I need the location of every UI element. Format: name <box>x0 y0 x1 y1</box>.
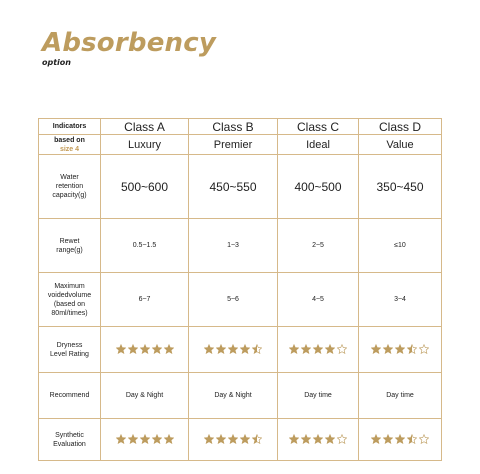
star-full-icon <box>383 344 393 354</box>
star-full-icon <box>325 344 335 354</box>
star-full-icon <box>289 344 299 354</box>
class-c-tier: Ideal <box>278 135 359 155</box>
class-c-rewet: 2~5 <box>278 219 359 273</box>
water-row <box>39 155 442 219</box>
class-a-recommend: Day & Night <box>101 373 189 419</box>
class-c-synthetic <box>278 419 359 461</box>
rewet-label-line2: range(g) <box>56 246 83 254</box>
star-half-icon <box>252 344 262 354</box>
dryness-label <box>39 327 101 373</box>
synthetic-row <box>39 419 442 461</box>
star-rating <box>204 344 262 354</box>
star-full-icon <box>313 434 323 444</box>
star-rating <box>116 434 174 444</box>
class-d-recommend: Day time <box>359 373 442 419</box>
based-on-label <box>39 135 101 155</box>
star-half-icon <box>407 434 417 444</box>
class-d-voided: 3~4 <box>359 273 442 327</box>
star-full-icon <box>289 434 299 444</box>
star-full-icon <box>371 344 381 354</box>
class-b-dryness <box>189 327 278 373</box>
rewet-row <box>39 219 442 273</box>
class-d-dryness <box>359 327 442 373</box>
page-subtitle: option <box>42 58 71 67</box>
class-b-recommend: Day & Night <box>189 373 278 419</box>
class-a-voided: 6~7 <box>101 273 189 327</box>
star-full-icon <box>313 344 323 354</box>
class-b-tier: Premier <box>189 135 278 155</box>
class-c-voided: 4~5 <box>278 273 359 327</box>
class-d-synthetic <box>359 419 442 461</box>
rewet-label-line1: Rewet <box>59 237 80 245</box>
tier-row <box>39 135 442 155</box>
star-full-icon <box>301 344 311 354</box>
class-a-rewet: 0.5~1.5 <box>101 219 189 273</box>
water-label-line1: Water <box>60 174 79 181</box>
class-a-water: 500~600 <box>101 155 189 219</box>
star-full-icon <box>216 434 226 444</box>
class-a-dryness <box>101 327 189 373</box>
indicators-header: Indicators <box>39 119 101 135</box>
class-c-header: Class C <box>278 119 359 135</box>
star-rating <box>371 344 429 354</box>
voided-label-line3: (based on <box>53 300 86 308</box>
synthetic-label-line1: Synthetic <box>55 431 84 439</box>
star-full-icon <box>240 344 250 354</box>
star-full-icon <box>216 344 226 354</box>
class-a-synthetic <box>101 419 189 461</box>
dryness-row <box>39 327 442 373</box>
star-empty-icon <box>337 434 347 444</box>
voided-row <box>39 273 442 327</box>
class-a-header: Class A <box>101 119 189 135</box>
star-empty-icon <box>337 344 347 354</box>
star-full-icon <box>228 344 238 354</box>
header-row <box>39 119 442 135</box>
star-full-icon <box>240 434 250 444</box>
voided-label-line4: 80ml/times) <box>51 309 88 317</box>
water-label-line3: capacity(g) <box>52 192 87 199</box>
absorbency-table <box>38 118 442 461</box>
class-d-rewet: ≤10 <box>359 219 442 273</box>
star-full-icon <box>140 434 150 444</box>
water-label-line2: retention <box>55 183 84 190</box>
star-full-icon <box>395 434 405 444</box>
star-rating <box>116 344 174 354</box>
star-full-icon <box>228 434 238 444</box>
star-rating <box>371 434 429 444</box>
voided-label-line2: voidedvolume <box>47 291 92 299</box>
class-b-voided: 5~6 <box>189 273 278 327</box>
class-c-recommend: Day time <box>278 373 359 419</box>
star-full-icon <box>140 344 150 354</box>
star-empty-icon <box>419 434 429 444</box>
class-d-water: 350~450 <box>359 155 442 219</box>
class-d-header: Class D <box>359 119 442 135</box>
star-full-icon <box>128 344 138 354</box>
star-half-icon <box>252 434 262 444</box>
class-a-tier: Luxury <box>101 135 189 155</box>
class-b-synthetic <box>189 419 278 461</box>
based-on-size: size 4 <box>59 145 80 153</box>
class-d-tier: Value <box>359 135 442 155</box>
synthetic-label <box>39 419 101 461</box>
star-full-icon <box>152 434 162 444</box>
star-rating <box>289 434 347 444</box>
class-b-water: 450~550 <box>189 155 278 219</box>
dryness-label-line2: Level Rating <box>50 350 89 358</box>
recommend-row <box>39 373 442 419</box>
page-title: Absorbency <box>42 28 217 58</box>
star-full-icon <box>152 344 162 354</box>
rewet-label <box>39 219 101 273</box>
water-label <box>39 155 101 219</box>
class-c-water: 400~500 <box>278 155 359 219</box>
star-full-icon <box>128 434 138 444</box>
star-empty-icon <box>419 344 429 354</box>
star-full-icon <box>116 344 126 354</box>
class-c-dryness <box>278 327 359 373</box>
star-full-icon <box>164 344 174 354</box>
star-full-icon <box>204 344 214 354</box>
star-full-icon <box>371 434 381 444</box>
class-b-rewet: 1~3 <box>189 219 278 273</box>
star-full-icon <box>325 434 335 444</box>
star-rating <box>204 434 262 444</box>
class-b-header: Class B <box>189 119 278 135</box>
voided-label <box>39 273 101 327</box>
star-half-icon <box>407 344 417 354</box>
star-full-icon <box>383 434 393 444</box>
based-on-text: based on <box>54 136 85 144</box>
star-rating <box>289 344 347 354</box>
star-full-icon <box>204 434 214 444</box>
recommend-label: Recommend <box>39 373 101 419</box>
star-full-icon <box>164 434 174 444</box>
star-full-icon <box>395 344 405 354</box>
star-full-icon <box>301 434 311 444</box>
voided-label-line1: Maximum <box>54 282 85 290</box>
star-full-icon <box>116 434 126 444</box>
synthetic-label-line2: Evaluation <box>53 440 86 448</box>
dryness-label-line1: Dryness <box>56 341 83 349</box>
